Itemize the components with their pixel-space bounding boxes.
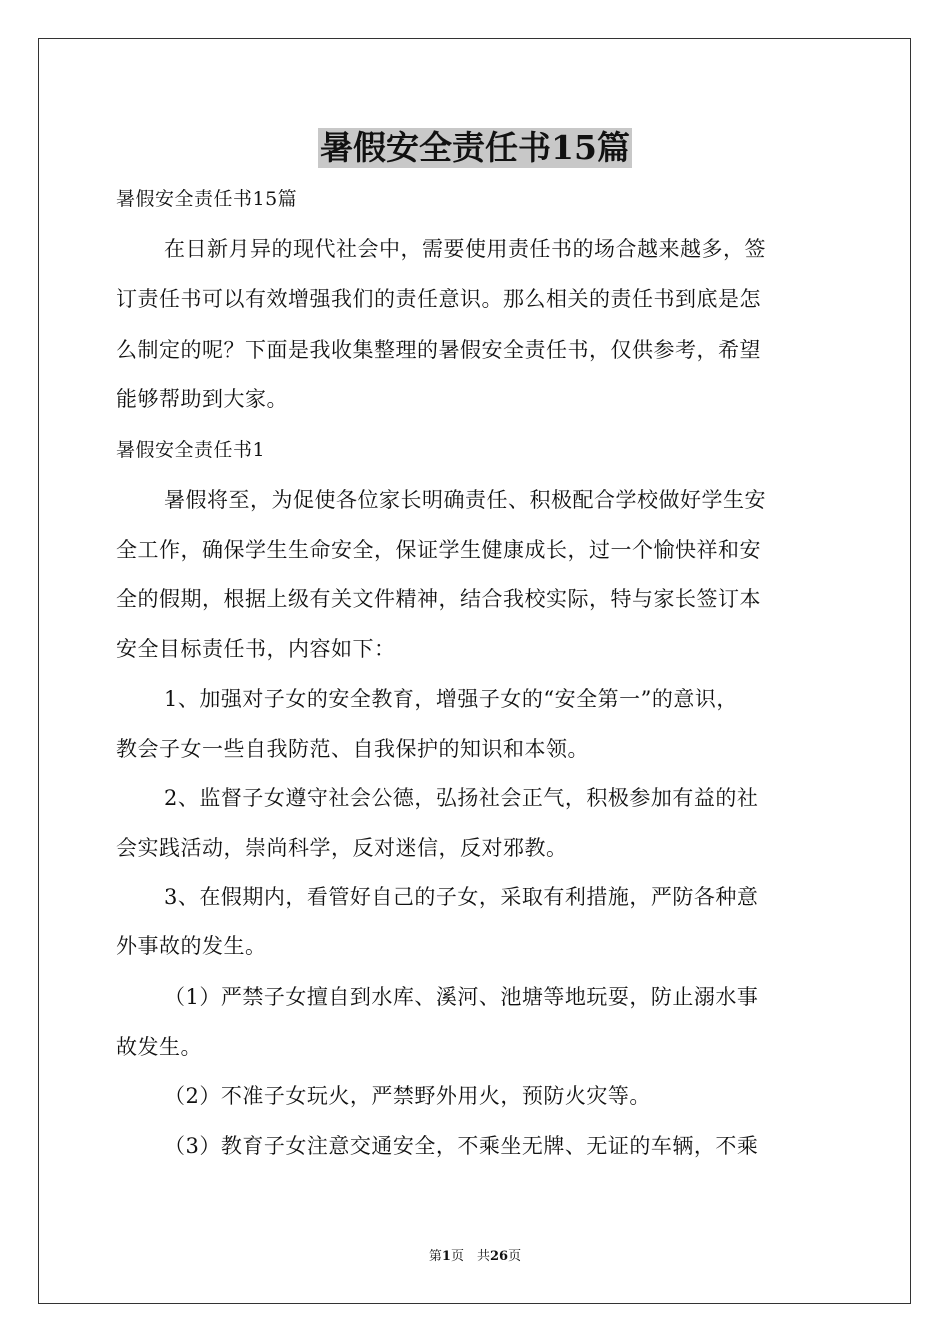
body-line: （2）不准子女玩火，严禁野外用火，预防火灾等。 [164, 1084, 651, 1108]
body-line: 全的假期，根据上级有关文件精神，结合我校实际，特与家长签订本 [116, 587, 761, 611]
subtitle: 暑假安全责任书15篇 [116, 188, 298, 210]
section-heading: 暑假安全责任书1 [116, 439, 266, 461]
body-line: 全工作，确保学生生命安全，保证学生健康成长，过一个愉快祥和安 [116, 538, 761, 562]
document-title: 暑假安全责任书15篇 [320, 128, 630, 167]
intro-line: 在日新月异的现代社会中，需要使用责任书的场合越来越多，签 [164, 237, 766, 261]
body-line: 故发生。 [116, 1035, 202, 1059]
footer-page-number: 1 [441, 1249, 451, 1264]
body-line: 外事故的发生。 [116, 934, 267, 958]
footer-mid: 页 共 [450, 1249, 490, 1264]
body-line: 教会子女一些自我防范、自我保护的知识和本领。 [116, 737, 589, 761]
body-line: 2、监督子女遵守社会公德，弘扬社会正气，积极参加有益的社 [164, 786, 759, 810]
body-line: （3）教育子女注意交通安全，不乘坐无牌、无证的车辆，不乘 [164, 1134, 759, 1158]
body-line: 暑假将至，为促使各位家长明确责任、积极配合学校做好学生安 [164, 488, 766, 512]
body-line: 3、在假期内，看管好自己的子女，采取有利措施，严防各种意 [164, 885, 759, 909]
intro-line: 么制定的呢？下面是我收集整理的暑假安全责任书，仅供参考，希望 [116, 338, 761, 362]
body-line: 安全目标责任书，内容如下： [116, 637, 396, 661]
footer-suffix: 页 [508, 1249, 522, 1264]
body-line: 会实践活动，崇尚科学，反对迷信，反对邪教。 [116, 836, 568, 860]
footer-prefix: 第 [428, 1249, 442, 1264]
title-container [0, 128, 950, 168]
intro-line: 订责任书可以有效增强我们的责任意识。那么相关的责任书到底是怎 [116, 287, 761, 311]
body-line: （1）严禁子女擅自到水库、溪河、池塘等地玩耍，防止溺水事 [164, 985, 759, 1009]
body-line: 1、加强对子女的安全教育，增强子女的“安全第一”的意识， [164, 687, 738, 711]
intro-line: 能够帮助到大家。 [116, 387, 288, 411]
footer-total-pages: 26 [489, 1249, 509, 1264]
page-border [38, 38, 911, 1304]
page-footer [0, 1249, 950, 1265]
